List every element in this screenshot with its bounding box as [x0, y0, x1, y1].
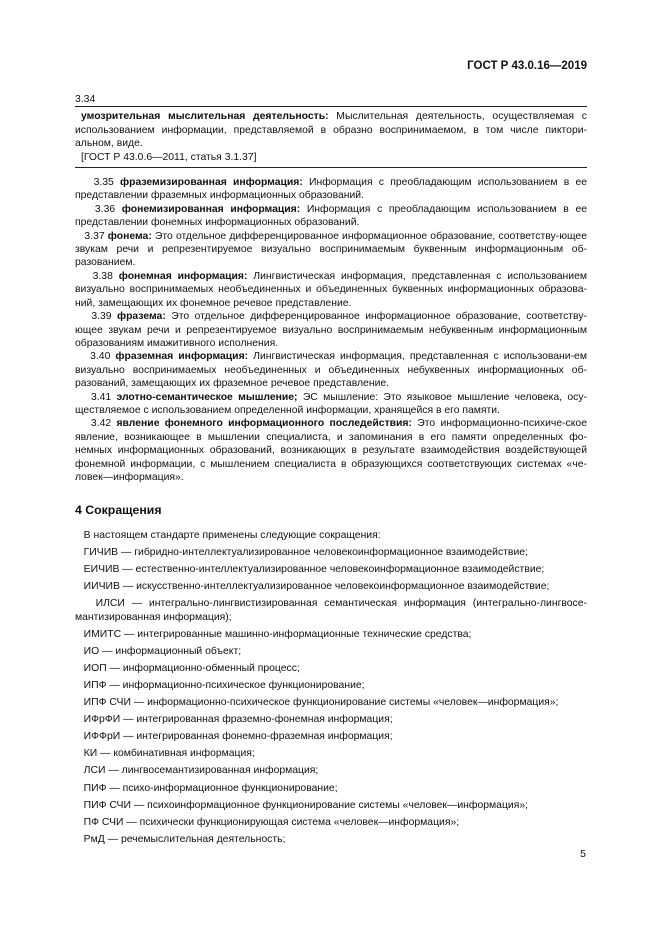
term-entry — [75, 176, 587, 203]
abbreviation-item — [75, 563, 587, 576]
term-name: фонемная информация: — [118, 270, 248, 282]
term-number: 3.41 — [90, 391, 112, 403]
term-definition: Это отдельное дифференцированное информационное образование, соответству-ющее звукам речи и репрезентируемое визуально воспринимаемым буквенным информационным об-разованием. — [75, 230, 587, 269]
section-intro — [75, 529, 587, 542]
term-number: 3.36 — [94, 203, 116, 215]
abbreviation-item — [75, 833, 587, 846]
abbreviation-item — [75, 628, 587, 641]
page-content — [75, 93, 587, 850]
abbreviation-item — [75, 764, 587, 777]
abbreviation-text: ИФрФИ — интегрированная фраземно-фонемная информация; — [83, 714, 393, 726]
term-number: 3.37 — [84, 230, 105, 242]
abbreviation-text: ПИФ СЧИ — психоинформационное функционирование системы «человек—информация»; — [83, 799, 528, 811]
term-name: элотно-семантическое мышление; — [116, 391, 298, 403]
abbreviation-item — [75, 696, 587, 709]
abbreviation-text: ИПФ СЧИ — информационно-психическое функционирование системы «человек—информация»; — [83, 697, 559, 709]
abbreviation-item — [75, 580, 587, 593]
abbreviation-text: ПИФ — психо-информационное функционирование; — [83, 782, 338, 794]
section-intro-text: В настоящем стандарте применены следующие сокращения: — [83, 529, 381, 541]
abbreviation-text: ИИЧИВ — искусственно-интеллектуализированное человекоинформационное взаимодействие; — [83, 581, 550, 593]
abbreviation-text: КИ — комбинативная информация; — [83, 748, 255, 760]
term-list — [75, 176, 587, 484]
abbreviation-item — [75, 662, 587, 675]
term-entry — [75, 203, 587, 230]
term-number: 3.39 — [91, 311, 112, 323]
abbreviation-item — [75, 799, 587, 812]
abbreviation-item — [75, 730, 587, 743]
abbreviation-text: ПФ СЧИ — психически функционирующая система «человек—информация»; — [83, 816, 460, 828]
abbreviation-text: ГИЧИВ — гибридно-интеллектуализированное человекоинформационное взаимодействие; — [83, 546, 528, 558]
term-entry — [75, 310, 587, 350]
term-definition: Это информационно-психиче-ское явление, возникающее в мышлении специалиста, и запоминания в его памяти определенных фо-немных информационных образований, возникающих в результате взаимодействия воздействующей фонемной информации, с мышлением специалиста в образующихся соответствующих системах «че-ловек—информация». — [75, 418, 587, 483]
term-definition: Мыслительная деятельность, осуществляемая с использованием информации, представляемой в образно воспринимаемом, в том числе пиктори-альном, виде. — [75, 111, 587, 150]
term-name: фразема: — [116, 311, 166, 323]
term-source: [ГОСТ Р 43.0.6—2011, статья 3.1.37] — [81, 151, 257, 163]
abbreviation-list — [75, 529, 587, 846]
document-id-header: ГОСТ Р 43.0.16—2019 — [467, 60, 587, 72]
term-definition: Лингвистическая информация, представленная с использовани-ем визуально воспринимаемых необъединенных и объединенных небуквенных информационных об-разований, замещающих их фраземное речевое представление. — [75, 351, 587, 390]
abbreviation-text: РмД — речемыслительная деятельность; — [83, 833, 286, 845]
abbreviation-item — [75, 816, 587, 829]
abbreviation-text: ИОП — информационно-обменный процесс; — [83, 662, 300, 674]
abbreviation-text: ИМИТС — интегрированные машинно-информационные технические средства; — [83, 628, 472, 640]
abbreviation-item — [75, 782, 587, 795]
term-entry — [75, 270, 587, 310]
page-number: 5 — [580, 848, 586, 860]
term-definition: ЭС мышление: Это языковое мышление человека, осу-ществляемое с использованием определенной информации, хранящейся в его памяти. — [75, 391, 587, 416]
abbreviation-text: ИЛСИ — интегрально-лингвистизированная семантическая информация (интегрально-лингвосе-мантизированная информация); — [75, 598, 587, 623]
term-entry — [75, 391, 587, 418]
abbreviation-text: ИФФрИ — интегрированная фонемно-фраземная информация; — [83, 731, 393, 743]
term-name: умозрительная мыслительная деятельность: — [81, 111, 329, 123]
abbreviation-text: ЛСИ — лингвосемантизированная информация; — [83, 765, 319, 777]
abbreviation-item — [75, 597, 587, 624]
term-number: 3.42 — [90, 418, 112, 430]
term-number: 3.35 — [93, 177, 114, 189]
abbreviation-text: ИПФ — информационно-психическое функционирование; — [83, 679, 365, 691]
abbreviation-item — [75, 546, 587, 559]
boxed-term-number: 3.34 — [75, 94, 96, 105]
boxed-term-definition — [75, 106, 587, 168]
abbreviation-item — [75, 679, 587, 692]
term-entry — [75, 417, 587, 484]
term-number: 3.40 — [90, 351, 111, 363]
abbreviation-item — [75, 713, 587, 726]
term-entry — [75, 230, 587, 270]
term-definition: Информация с преобладающим использованием в ее представлении фраземных информационных образований. — [75, 177, 588, 202]
term-name: фраземная информация: — [115, 351, 249, 363]
term-name: явление фонемного информационного последействия: — [116, 418, 412, 430]
abbreviation-item — [75, 747, 587, 760]
term-entry — [75, 350, 587, 390]
abbreviation-text: ИО — информационный объект; — [83, 645, 242, 657]
term-name: фонемизированная информация: — [121, 203, 301, 215]
term-definition: Лингвистическая информация, представленная с использованием визуально воспринимаемых необъединенных и объединенных буквенных информационных образова-ний, замещающих их фонемное речевое представление. — [75, 270, 587, 309]
section-heading: 4 Сокращения — [75, 503, 162, 518]
term-name: фраземизированная информация: — [120, 177, 303, 189]
term-definition: Информация с преобладающим использованием в ее представлении фонемных информационных образований. — [75, 203, 588, 229]
term-number: 3.38 — [92, 270, 113, 282]
abbreviation-item — [75, 645, 587, 658]
term-definition: Это отдельное дифференцированное информационное образование, соответству-ющее звукам речи и репрезентируемое визуально воспринимаемым небуквенным информационным образованиям имажитивного исполнения. — [75, 311, 587, 349]
term-name: фонема: — [107, 230, 152, 242]
abbreviation-text: ЕИЧИВ — естественно-интеллектуализированное человекоинформационное взаимодействие; — [83, 563, 545, 575]
boxed-term-text — [75, 110, 587, 150]
